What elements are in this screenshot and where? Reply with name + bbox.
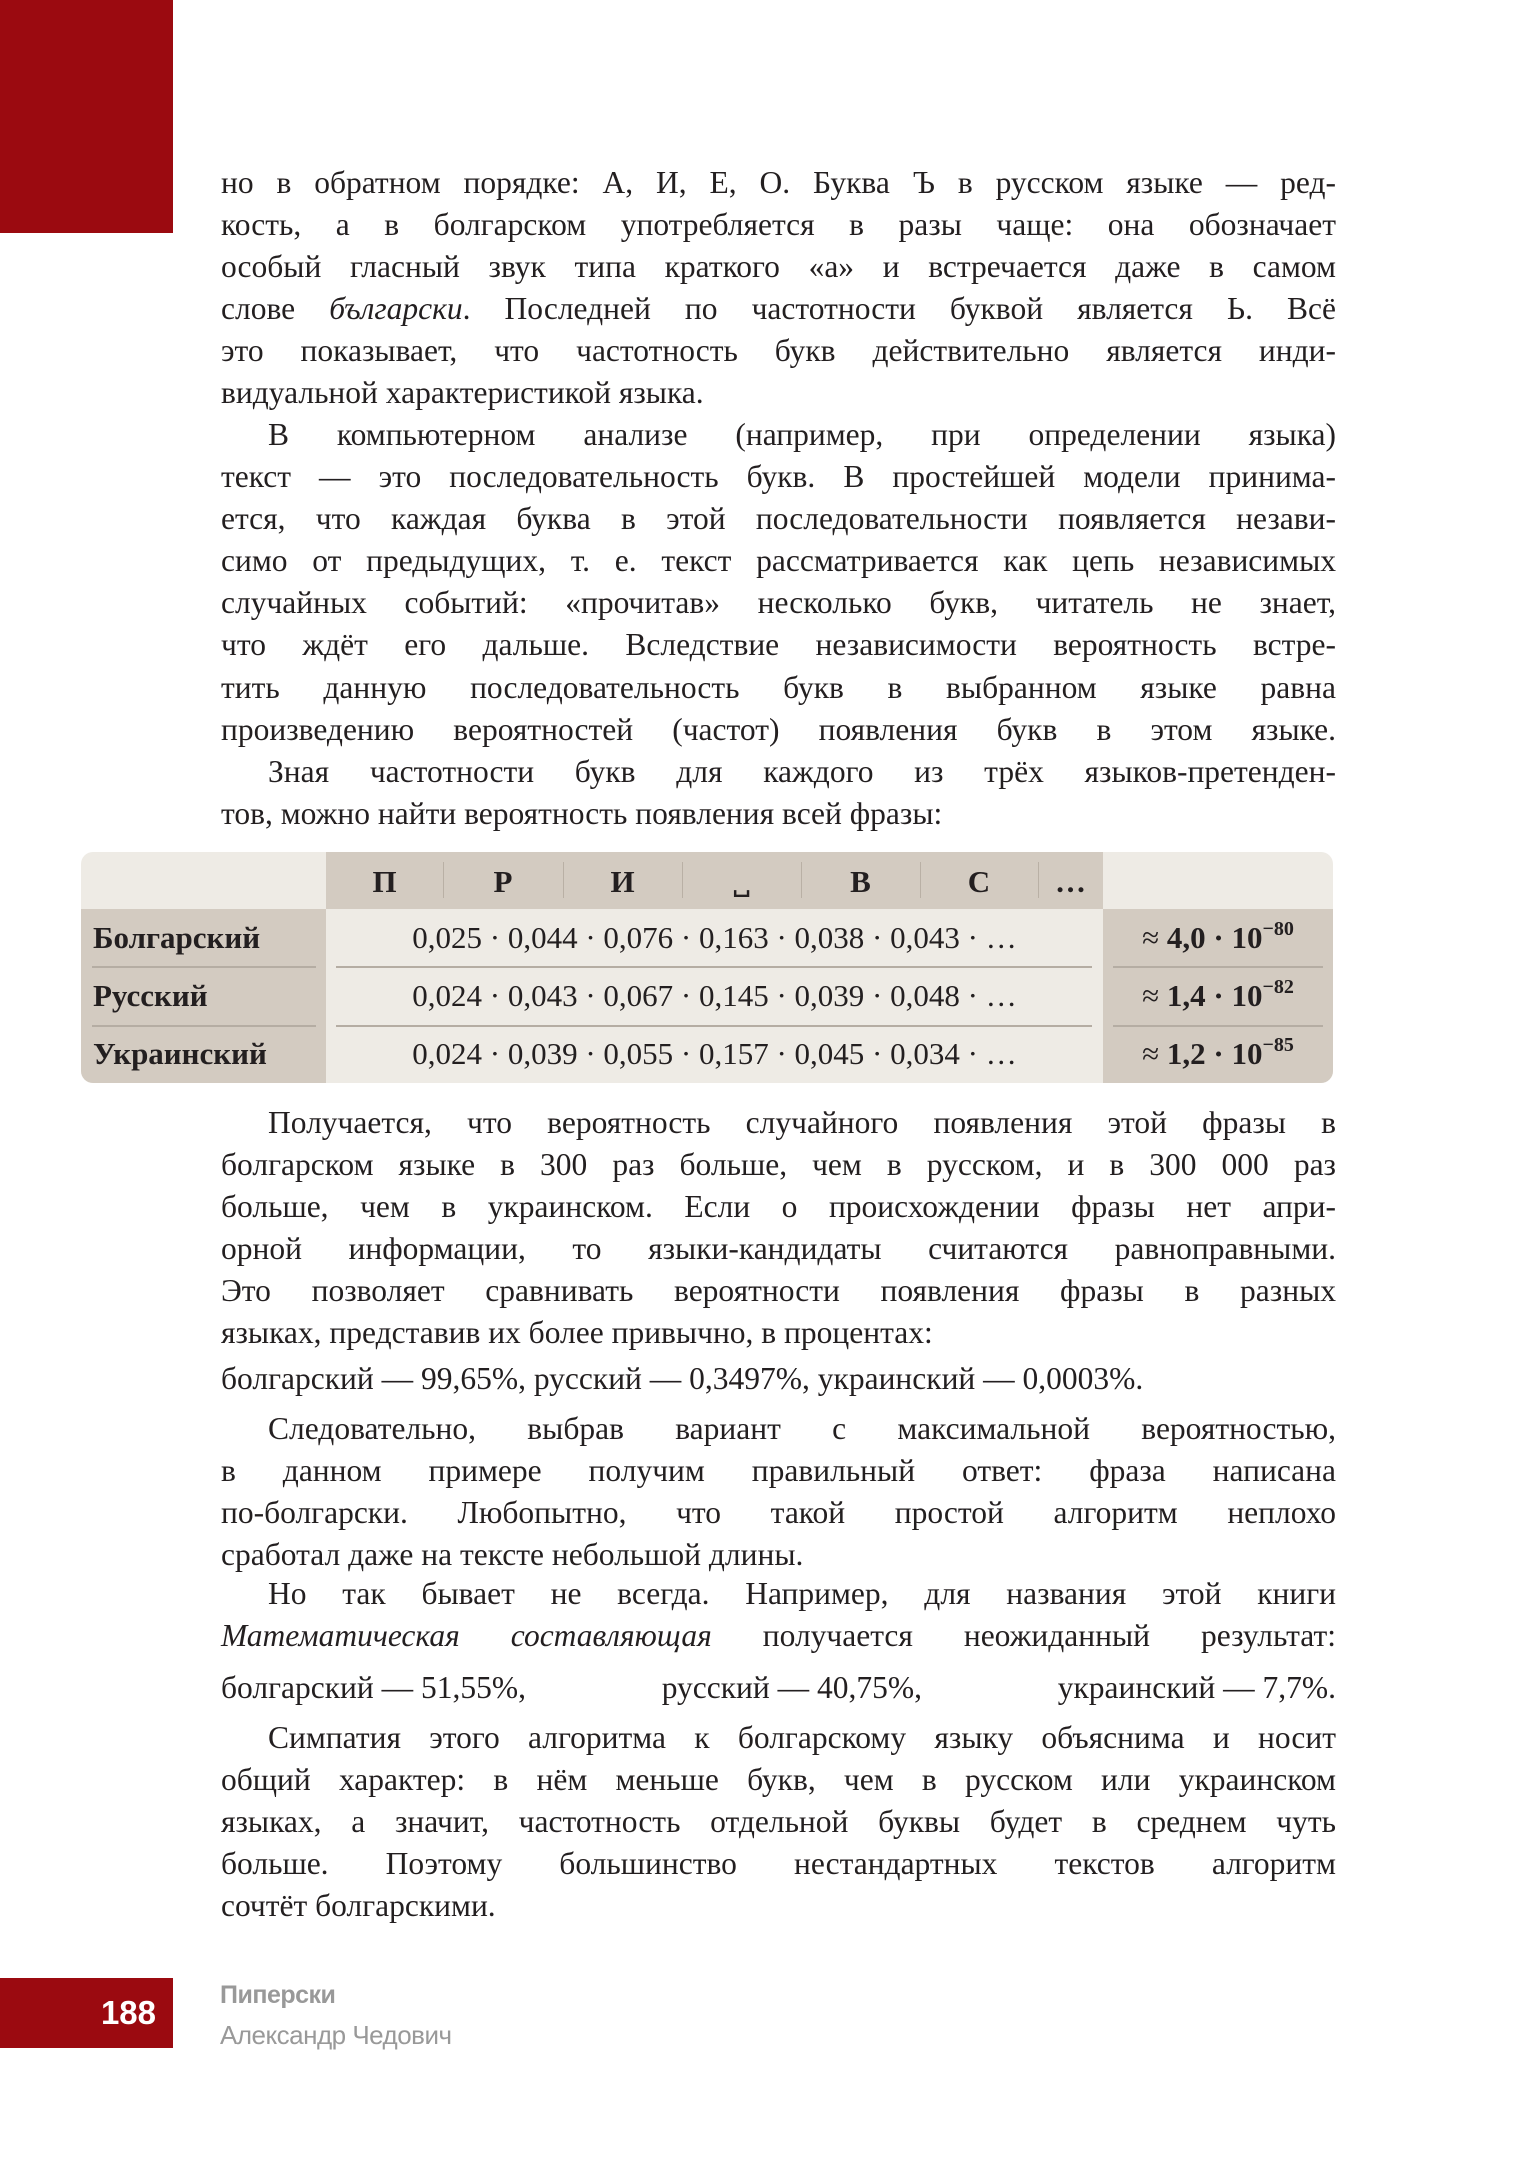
column-header: Р xyxy=(493,864,513,899)
text-line: сработал даже на тексте небольшой длины. xyxy=(221,1537,804,1573)
text-fragment: . Последней по частотности буквой является Ь. Всё xyxy=(462,291,1336,327)
text-line: Получается, что вероятность случайного появления этой фразы в xyxy=(268,1105,1336,1140)
italic-book-title: Математическая составляющая xyxy=(221,1618,712,1654)
text-line: больше. Поэтому большинство нестандартных текстов алгоритм xyxy=(221,1846,1336,1882)
text-line: В компьютерном анализе (например, при определении языка) xyxy=(268,417,1336,452)
text-line: это показывает, что частотность букв действительно является инди- xyxy=(221,333,1336,369)
text-line: случайных событий: «прочитав» несколько букв, читатель не знает, xyxy=(221,585,1336,621)
text-line: особый гласный звук типа краткого «а» и встречается даже в самом xyxy=(221,249,1336,285)
text-line: языках, а значит, частотность отдельной буквы будет в среднем чуть xyxy=(221,1804,1336,1840)
text-line: тов, можно найти вероятность появления всей фразы: xyxy=(221,796,943,832)
text-line: Следовательно, выбрав вариант с максимальной вероятностью, xyxy=(268,1411,1336,1446)
approx-symbol: ≈ xyxy=(1142,920,1160,955)
text-line xyxy=(221,1615,1336,1657)
result-base: 10 xyxy=(1231,1036,1263,1071)
paragraph-3 xyxy=(221,751,1336,835)
approx-symbol: ≈ xyxy=(1142,1036,1160,1071)
text-line: языках, представив их более привычно, в процентах: xyxy=(221,1315,933,1351)
text-line: Это позволяет сравнивать вероятности появления фразы в разных xyxy=(221,1273,1336,1309)
percentages-result-2 xyxy=(221,1667,1336,1709)
result-base: 10 xyxy=(1231,978,1263,1013)
text-line: кость, а в болгарском употребляется в разы чаще: она обозначает xyxy=(221,207,1336,243)
text-line: в данном примере получим правильный ответ: фраза написана xyxy=(221,1453,1336,1489)
text-line: ется, что каждая буква в этой последовательности появляется незави- xyxy=(221,501,1336,537)
row-values-ukrainian: 0,024 · 0,039 · 0,055 · 0,157 · 0,045 · 0,034 · … xyxy=(412,1036,1017,1071)
text-line xyxy=(221,288,1336,330)
text-line: но в обратном порядке: А, И, Е, О. Буква Ъ в русском языке — ред- xyxy=(221,165,1336,200)
text-line: тить данную последовательность букв в выбранном языке равна xyxy=(221,669,1336,705)
italic-term-bulgarian: български xyxy=(329,291,463,327)
paragraph-4 xyxy=(221,1102,1336,1355)
column-header: В xyxy=(850,864,871,899)
column-header: И xyxy=(610,864,635,899)
text-line: больше, чем в украинском. Если о происхождении фразы нет апри- xyxy=(221,1189,1336,1225)
column-header: П xyxy=(372,864,397,899)
text-line: болгарском языке в 300 раз больше, чем в русском, и в 300 000 раз xyxy=(221,1147,1336,1183)
row-label-russian: Русский xyxy=(93,978,208,1013)
paragraph-7 xyxy=(221,1717,1336,1927)
text-line: общий характер: в нём меньше букв, чем в русском или украинском xyxy=(221,1762,1336,1798)
page-number-box xyxy=(0,1978,173,2048)
column-header-ellipsis: … xyxy=(1055,864,1086,899)
result-mantissa: 4,0 xyxy=(1166,920,1206,955)
text-line: сочтёт болгарскими. xyxy=(221,1888,496,1924)
footer-article-title: Пиперски xyxy=(220,1981,336,2009)
paragraph-6 xyxy=(221,1573,1336,1657)
result-mantissa: 1,4 xyxy=(1166,978,1206,1013)
footer-author: Александр Чедович xyxy=(220,2020,452,2050)
paragraph-5 xyxy=(221,1408,1336,1576)
row-values-bulgarian: 0,025 · 0,044 · 0,076 · 0,163 · 0,038 · 0,043 · … xyxy=(412,920,1017,955)
text-line: текст — это последовательность букв. В простейшей модели принима- xyxy=(221,459,1336,495)
result-base: 10 xyxy=(1231,920,1263,955)
text-fragment: получается неожиданный результат: xyxy=(711,1618,1336,1654)
text-fragment: слове xyxy=(221,291,330,327)
row-values-russian: 0,024 · 0,043 · 0,067 · 0,145 · 0,039 · 0,048 · … xyxy=(412,978,1017,1013)
text-line: Зная частотности букв для каждого из трёх языков-претенден- xyxy=(268,754,1336,789)
row-label-ukrainian: Украинский xyxy=(93,1036,267,1071)
times-symbol: · xyxy=(1213,920,1224,955)
row-result-ukrainian xyxy=(1103,1025,1333,1083)
letter-frequency-table xyxy=(81,852,1333,1083)
column-header: С xyxy=(967,864,991,899)
text-line: симо от предыдущих, т. е. текст рассматривается как цепь независимых xyxy=(221,543,1336,579)
row-result-russian xyxy=(1103,967,1333,1025)
row-result-bulgarian xyxy=(1103,909,1333,967)
text-line: произведению вероятностей (частот) появления букв в этом языке. xyxy=(221,711,1336,747)
text-line: орной информации, то языки-кандидаты считаются равноправными. xyxy=(221,1231,1336,1267)
text-line: что ждёт его дальше. Вследствие независимости вероятность встре- xyxy=(221,627,1336,663)
result-exponent: −80 xyxy=(1262,918,1294,940)
text-line: по-болгарски. Любопытно, что такой простой алгоритм неплохо xyxy=(221,1495,1336,1531)
paragraph-1 xyxy=(221,162,1336,415)
result-mantissa: 1,2 xyxy=(1166,1036,1206,1071)
result-ukrainian: украинский — 7,7%. xyxy=(1057,1670,1336,1705)
text-line: видуальной характеристикой языка. xyxy=(221,375,704,411)
column-header-space-symbol: ␣ xyxy=(732,872,751,897)
percentages-result-1: болгарский — 99,65%, русский — 0,3497%, украинский — 0,0003%. xyxy=(221,1361,1144,1396)
chapter-color-tab xyxy=(0,0,173,233)
text-line: Симпатия этого алгоритма к болгарскому языку объяснима и носит xyxy=(268,1720,1336,1755)
result-exponent: −85 xyxy=(1262,1034,1294,1056)
times-symbol: · xyxy=(1213,1036,1224,1071)
approx-symbol: ≈ xyxy=(1142,978,1160,1013)
result-exponent: −82 xyxy=(1262,976,1294,998)
paragraph-2 xyxy=(221,414,1336,751)
text-line: Но так бывает не всегда. Например, для названия этой книги xyxy=(268,1576,1336,1611)
result-bulgarian: болгарский — 51,55%, xyxy=(221,1670,526,1705)
page-number: 188 xyxy=(100,1994,156,2031)
result-russian: русский — 40,75%, xyxy=(661,1670,923,1705)
row-label-bulgarian: Болгарский xyxy=(93,920,261,955)
times-symbol: · xyxy=(1213,978,1224,1013)
